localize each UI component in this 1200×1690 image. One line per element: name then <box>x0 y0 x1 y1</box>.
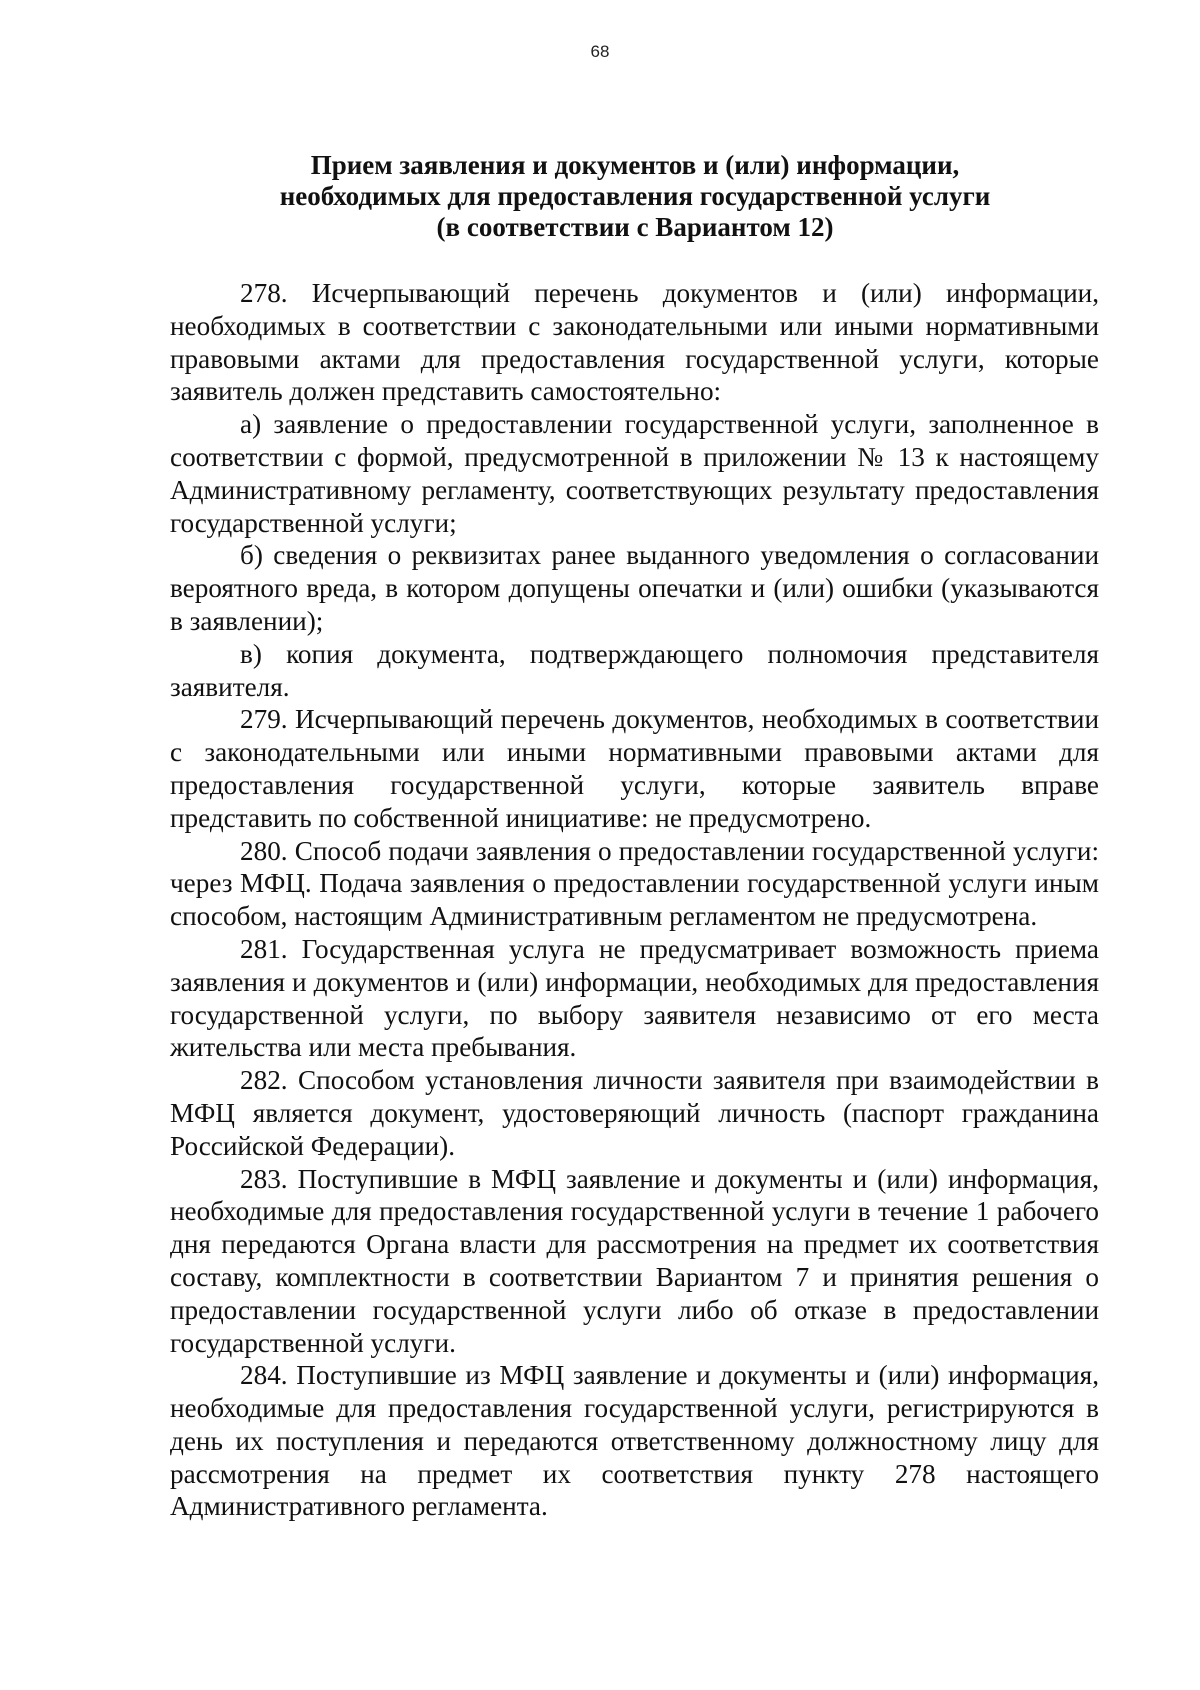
document-body <box>170 277 1099 1523</box>
heading-line: Прием заявления и документов и (или) информации, <box>310 150 960 180</box>
paragraph-283: 283. Поступившие в МФЦ заявление и документы и (или) информация, необходимые для предоставления государственной услуги в течение 1 рабочего дня передаются Органа власти для рассмотрения на предмет их соответствия составу, комплектности в соответствии Вариантом 7 и принятия решения о предоставлении государственной услуги либо об отказе в предоставлении государственной услуги. <box>170 1163 1099 1358</box>
list-item-b: б) сведения о реквизитах ранее выданного уведомления о согласовании вероятного вреда, в котором допущены опечатки и (или) ошибки (указываются в заявлении); <box>170 540 1099 636</box>
paragraph-279: 279. Исчерпывающий перечень документов, необходимых в соответствии с законодательными или иными нормативными правовыми актами для предоставления государственной услуги, которые заявитель вправе представить по собственной инициативе: не предусмотрено. <box>170 704 1099 833</box>
paragraph-282: 282. Способом установления личности заявителя при взаимодействии в МФЦ является документ, удостоверяющий личность (паспорт гражданина Российской Федерации). <box>170 1065 1099 1161</box>
paragraph-280: 280. Способ подачи заявления о предоставлении государственной услуги: через МФЦ. Подача заявления о предоставлении государственной услуги иным способом, настоящим Административным регламентом не предусмотрена. <box>170 835 1099 932</box>
paragraph-281: 281. Государственная услуга не предусматривает возможность приема заявления и документов и (или) информации, необходимых для предоставления государственной услуги, по выбору заявителя независимо от его места жительства или места пребывания. <box>170 933 1099 1063</box>
list-item-a: а) заявление о предоставлении государственной услуги, заполненное в соответствии с формой, предусмотренной в приложении № 13 к настоящему Административному регламенту, соответствующих результату предоставления государственной услуги; <box>170 409 1099 538</box>
paragraph-278: 278. Исчерпывающий перечень документов и (или) информации, необходимых в соответствии с законодательными или иными нормативными правовыми актами для предоставления государственной услуги, которые заявитель должен представить самостоятельно: <box>170 278 1099 407</box>
heading-line: (в соответствии с Вариантом 12) <box>436 212 834 242</box>
heading-line: необходимых для предоставления государственной услуги <box>279 181 991 211</box>
paragraph-284: 284. Поступившие из МФЦ заявление и документы и (или) информация, необходимые для предоставления государственной услуги, регистрируются в день их поступления и передаются ответственному должностному лицу для рассмотрения на предмет их соответствия пункту 278 настоящего Административного регламента. <box>170 1360 1099 1522</box>
list-item-v: в) копия документа, подтверждающего полномочия представителя заявителя. <box>170 638 1099 702</box>
section-heading <box>170 150 1100 243</box>
page-number: 68 <box>590 42 610 61</box>
